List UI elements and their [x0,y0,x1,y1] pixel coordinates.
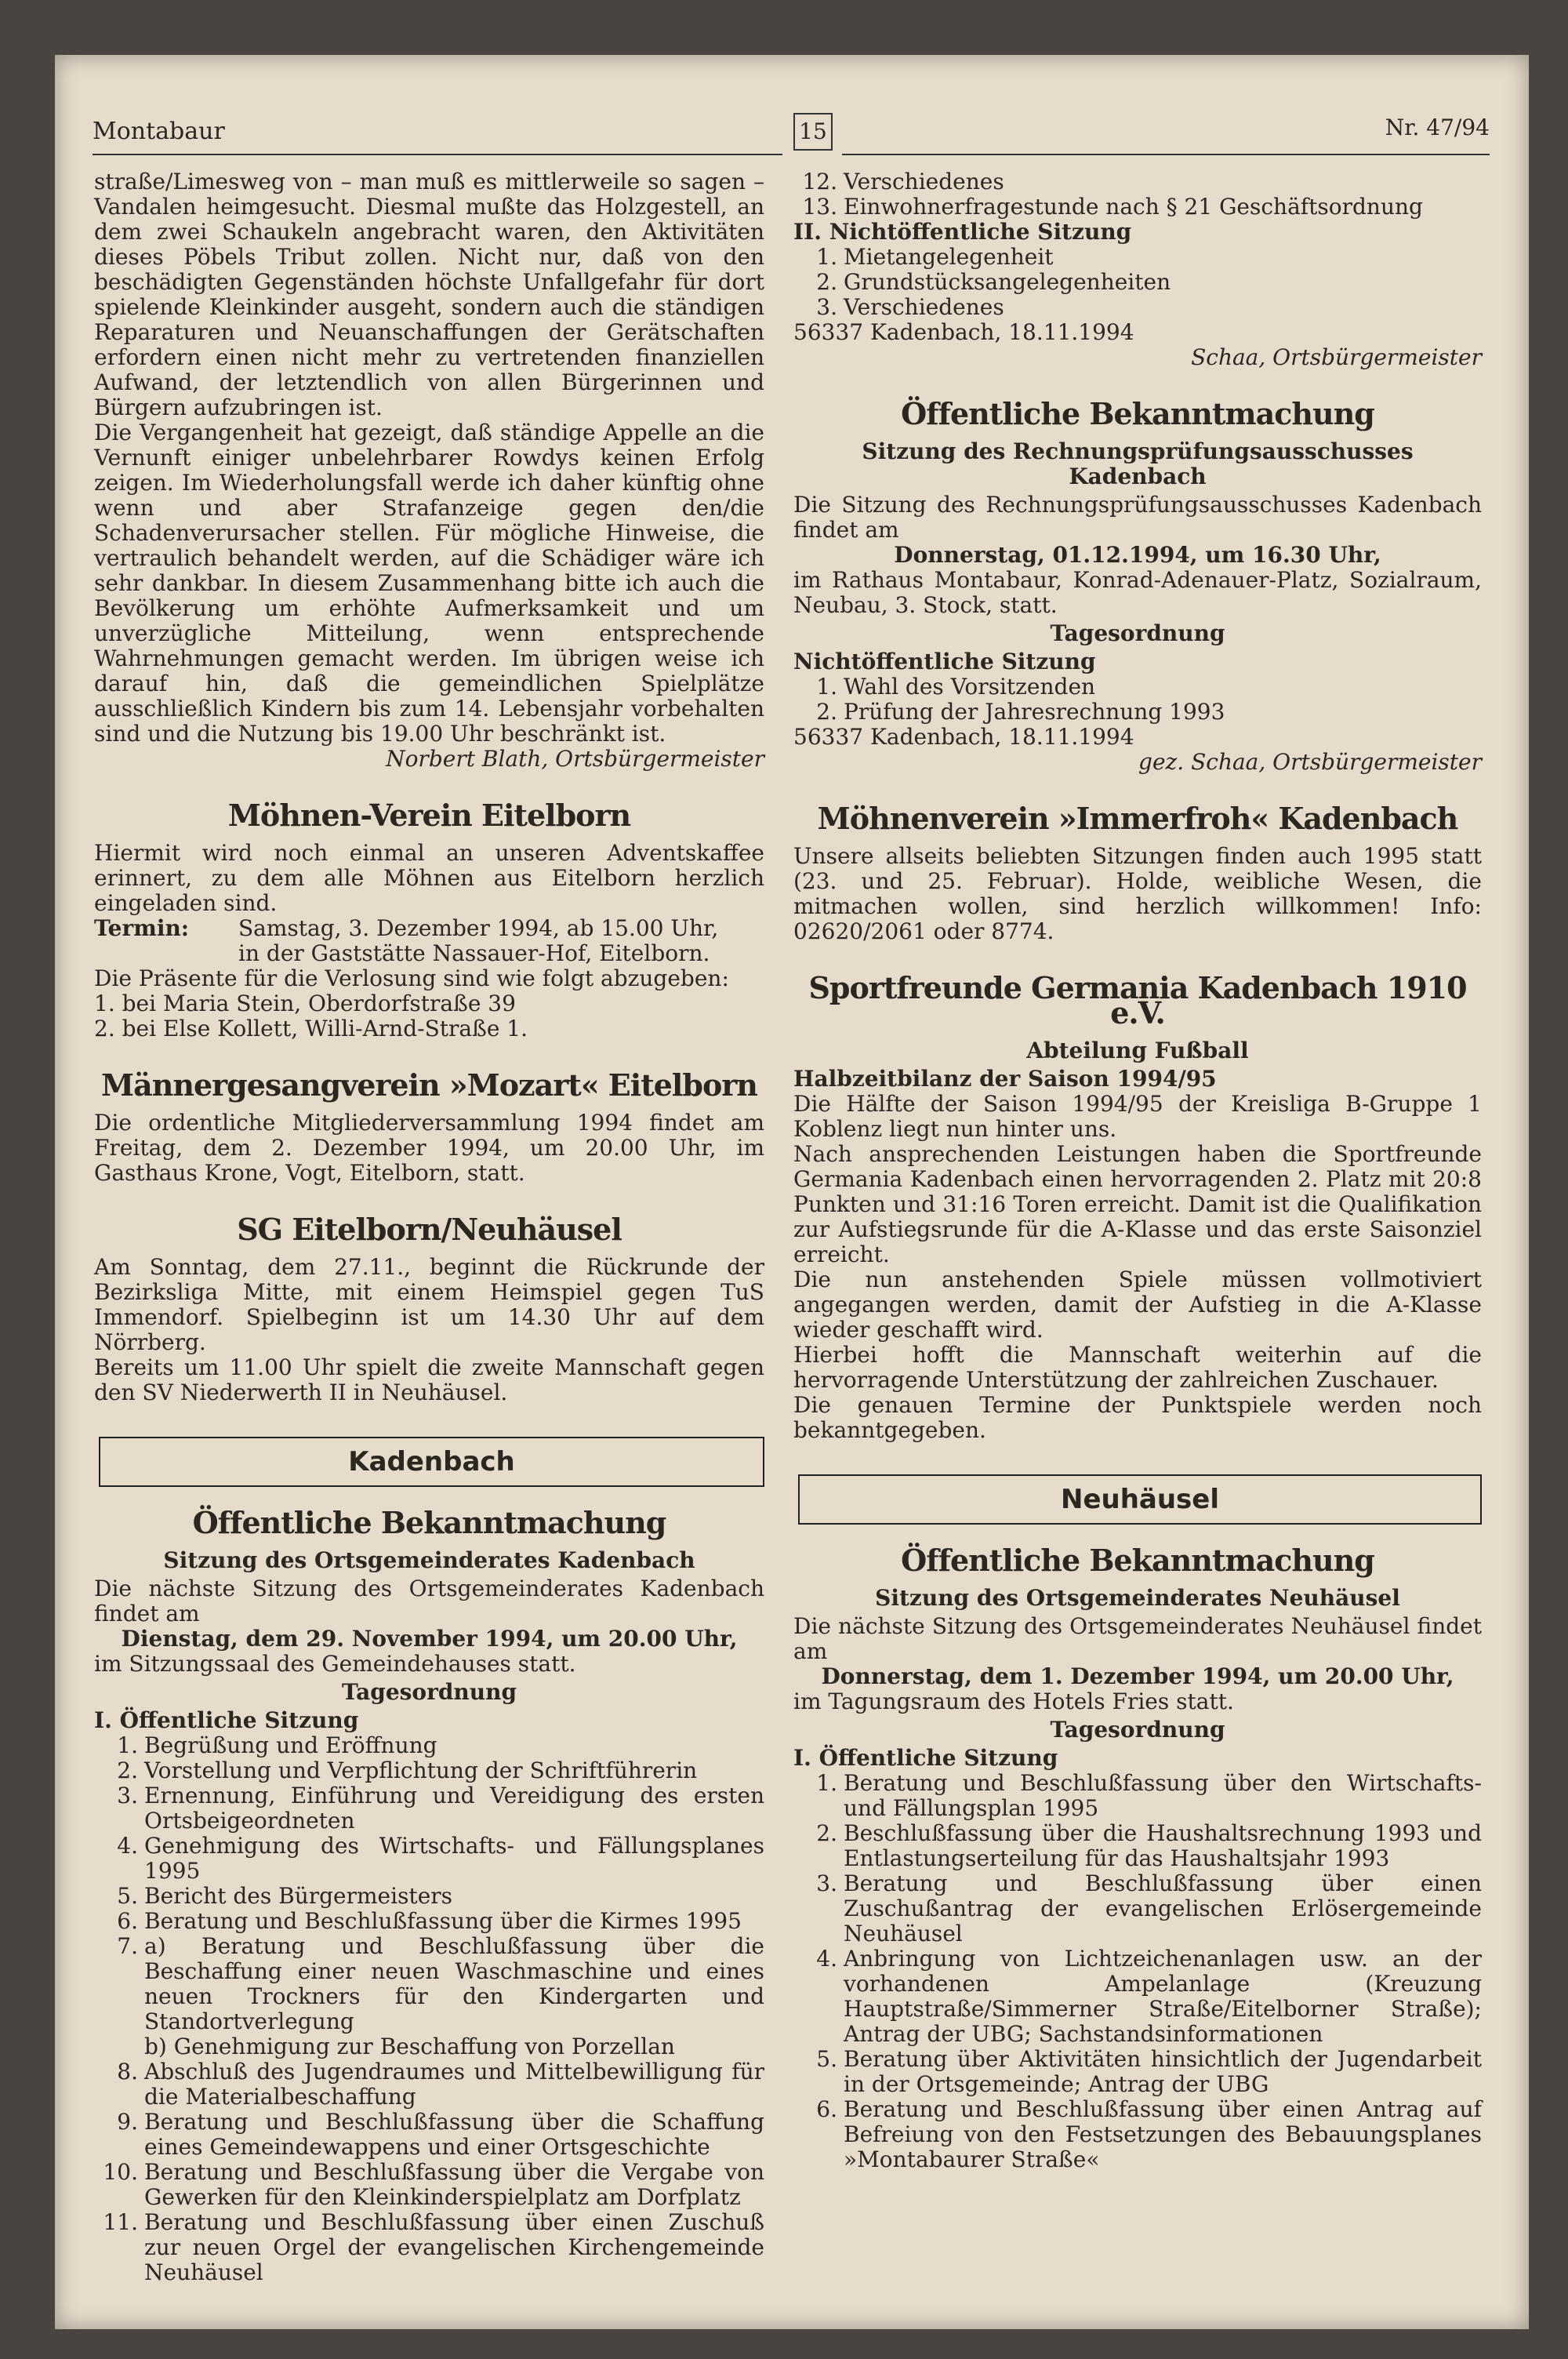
meeting-place: im Sitzungssaal des Gemeindehauses statt. [94,1651,576,1677]
agenda-title: Tagesordnung [1050,1717,1225,1743]
article-text: Hiermit wird noch einmal an unseren Adventskaffee erinnert, zu dem alle Möhnen aus Eitelborn herzlich eingeladen sind. [94,840,764,916]
header-rule [842,154,1490,155]
article-text: Die nächste Sitzung des Ortsgemeinderates Neuhäusel findet am [793,1613,1482,1664]
meeting-place: im Tagungsraum des Hotels Fries statt. [793,1688,1234,1714]
agenda-item: 3. Verschiedenes [816,294,1004,320]
header-town: Montabaur [93,118,225,145]
termin [94,916,764,966]
article-title: Sportfreunde Germania Kadenbach 1910 e.V. [808,970,1467,1030]
article-title: Öffentliche Bekanntmachung [192,1505,666,1540]
article-text: Am Sonntag, dem 27.11., beginnt die Rückrunde der Bezirksliga Mitte, mit einem Heimspiel gegen TuS Immendorf. Spielbeginn ist um 14.30 Uhr auf dem Nörrberg. [94,1254,764,1355]
article-title: Möhnen-Verein Eitelborn [227,798,631,833]
agenda-item: 8. Abschluß des Jugendraumes und Mittelbewilligung für die Materialbeschaffung [117,2059,764,2110]
place-date: 56337 Kadenbach, 18.11.1994 [793,724,1134,750]
agenda-item: 12. Verschiedenes [802,169,1004,194]
section-box-neuhaeusel: Neuhäusel [798,1474,1482,1525]
article-text: Hierbei hofft die Mannschaft weiterhin auf die hervorragende Unterstützung der zahlreichen Zuschauer. [793,1342,1482,1393]
agenda-item: 2. Grundstücksangelegenheiten [816,269,1171,295]
page-number: 15 [793,113,833,151]
agenda-title: Tagesordnung [1050,620,1225,646]
agenda-item: 6. Beratung und Beschlußfassung über die Kirmes 1995 [117,1908,742,1934]
meeting-place: im Rathaus Montabaur, Konrad-Adenauer-Platz, Sozialraum, Neubau, 3. Stock, statt. [793,567,1482,618]
agenda-item: 3. Beratung und Beschlußfassung über einen Zuschußantrag der evangelischen Erlösergemeinde Neuhäusel [816,1870,1482,1946]
article-text: Bereits um 11.00 Uhr spielt die zweite Mannschaft gegen den SV Niederwerth II in Neuhäusel. [94,1354,764,1405]
section-box-kadenbach: Kadenbach [99,1437,764,1487]
agenda-item: 9. Beratung und Beschlußfassung über die Schaffung eines Gemeindewappens und einer Ortsgeschichte [117,2109,764,2160]
article-title: Öffentliche Bekanntmachung [901,396,1374,431]
agenda-section: Nichtöffentliche Sitzung [793,649,1096,674]
article-text: Die Sitzung des Rechnungsprüfungsausschusses Kadenbach findet am [793,492,1482,543]
intro-paragraph: Die Vergangenheit hat gezeigt, daß ständige Appelle an die Vernunft einiger unbelehrbarer Rowdys keinen Erfolg zeigen. Im Wiederholungsfall werde ich daher künftig ohne wenn und aber Strafanzeige gegen den/die Schadenverursacher stellen. Für mögliche Hinweise, die vertraulich behandelt werden, auf die Schädiger wäre ich sehr dankbar. In diesem Zusammenhang bitte ich auch die Bevölkerung um erhöhte Aufmerksamkeit und um unverzügliche Mitteilung, wenn entsprechende Wahrnehmungen gemacht werden. Im übrigen weise ich darauf hin, daß die gemeindlichen Spielplätze ausschließlich Kindern bis zum 14. Lebensjahr vorbehalten sind und die Nutzung bis 19.00 Uhr beschränkt ist. [94,420,764,747]
agenda-section: II. Nichtöffentliche Sitzung [793,219,1132,245]
meeting-date: Donnerstag, dem 1. Dezember 1994, um 20.00 Uhr, [821,1663,1454,1689]
agenda-item: 3. Ernennung, Einführung und Vereidigung des ersten Ortsbeigeordneten [117,1783,764,1834]
agenda-item: 5. Beratung über Aktivitäten hinsichtlich der Jugendarbeit in der Ortsgemeinde; Antrag der UBG [816,2046,1482,2097]
signature: gez. Schaa, Ortsbürgermeister [1138,749,1482,775]
article-text: Nach ansprechenden Leistungen haben die Sportfreunde Germania Kadenbach einen hervorragenden 2. Platz mit 20:8 Punkten und 31:16 Toren erreicht. Damit ist die Qualifikation zur Aufstiegsrunde für die A-Klasse und das erste Saisonziel erreicht. [793,1141,1482,1267]
issue-number: Nr. 47/94 [1385,114,1490,140]
newspaper-page [55,55,1529,2329]
agenda-item: b) Genehmigung zur Beschaffung von Porzellan [144,2034,675,2059]
agenda-item: 13. Einwohnerfragestunde nach § 21 Geschäftsordnung [802,194,1423,220]
meeting-date: Dienstag, dem 29. November 1994, um 20.00 Uhr, [121,1626,738,1652]
article-title: Möhnenverein »Immerfroh« Kadenbach [817,801,1458,836]
article-text: Die ordentliche Mitgliederversammlung 1994 findet am Freitag, dem 2. Dezember 1994, um 20.00 Uhr, im Gasthaus Krone, Vogt, Eitelborn, statt. [94,1110,764,1186]
article-text: Die Präsente für die Verlosung sind wie folgt abzugeben: [94,965,729,991]
article-heading: Halbzeitbilanz der Saison 1994/95 [793,1066,1217,1092]
article-text: Die nun anstehenden Spiele müssen vollmotiviert angegangen werden, damit der Aufstieg in die A-Klasse wieder geschafft wird. [793,1267,1482,1343]
agenda-item: 1. Beratung und Beschlußfassung über den Wirtschafts- und Fällungsplan 1995 [816,1770,1482,1821]
agenda-item: 2. Prüfung der Jahresrechnung 1993 [816,699,1225,725]
agenda-item: 5. Bericht des Bürgermeisters [117,1883,453,1909]
article-title: SG Eitelborn/Neuhäusel [237,1212,622,1247]
left-column [94,169,764,2285]
termin-line: in der Gaststätte Nassauer-Hof, Eitelborn. [238,940,710,966]
agenda-title: Tagesordnung [341,1679,517,1705]
agenda-section: I. Öffentliche Sitzung [793,1745,1058,1771]
article-title: Männergesangverein »Mozart« Eitelborn [101,1067,757,1103]
agenda-item: 7. a) Beratung und Beschlußfassung über die Beschaffung einer neuen Waschmaschine und eines neuen Trockners für den Kindergarten und Standortverlegung [117,1933,764,2034]
signature: Schaa, Ortsbürgermeister [1191,344,1482,370]
article-title: Öffentliche Bekanntmachung [901,1543,1374,1578]
article-text: Die nächste Sitzung des Ortsgemeinderates Kadenbach findet am [94,1576,764,1627]
agenda-list [793,245,1482,320]
agenda-section: I. Öffentliche Sitzung [94,1707,359,1733]
article-text: Die genauen Termine der Punktspiele werden noch bekanntgegeben. [793,1392,1482,1443]
agenda-item: 4. Genehmigung des Wirtschafts- und Fällungsplanes 1995 [117,1833,764,1884]
agenda-item: 11. Beratung und Beschlußfassung über einen Zuschuß zur neuen Orgel der evangelischen Kirchengemeinde Neuhäusel [103,2209,764,2285]
agenda-list [793,169,1482,220]
list-item: 1. bei Maria Stein, Oberdorfstraße 39 [94,990,516,1016]
article-subtitle: Abteilung Fußball [1026,1038,1249,1063]
intro-paragraph: straße/Limesweg von – man muß es mittlerweile so sagen – Vandalen heimgesucht. Diesmal mußte das Holzgestell, an dem zwei Schaukeln angebracht waren, den Aktivitäten dieses Pöbels Tribut zollen. Nicht nur, daß von den beschädigten Gegenständen höchste Unfallgefahr für dort spielende Kleinkinder ausgeht, sondern auch die ständigen Reparaturen und Neuanschaffungen der Gerätschaften erfordern einen nicht mehr zu vertretenden finanziellen Aufwand, der letztendlich von allen Bürgerinnen und Bürgern aufzubringen ist. [94,169,764,420]
agenda-item: 2. Vorstellung und Verpflichtung der Schriftführerin [117,1757,698,1783]
agenda-item: 1. Wahl des Vorsitzenden [816,674,1096,700]
agenda-item: 1. Mietangelegenheit [816,244,1054,270]
article-text: Unsere allseits beliebten Sitzungen finden auch 1995 statt (23. und 25. Februar). Holde, weibliche Wesen, die mitmachen wollen, sind herzlich willkommen! Info: 02620/2061 oder 8774. [793,843,1482,944]
agenda-item: 2. Beschlußfassung über die Haushaltsrechnung 1993 und Entlastungserteilung für das Haushaltsjahr 1993 [816,1820,1482,1871]
agenda-item: 6. Beratung und Beschlußfassung über einen Antrag auf Befreiung von den Festsetzungen des Bebauungsplanes »Montabaurer Straße« [816,2096,1482,2172]
agenda-list [793,674,1482,725]
article-subtitle: Sitzung des Ortsgemeinderates Neuhäusel [875,1585,1400,1611]
agenda-item: 1. Begrüßung und Eröffnung [117,1732,437,1758]
list-item: 2. bei Else Kollett, Willi-Arnd-Straße 1. [94,1016,528,1041]
termin-label: Termin: [94,915,190,941]
place-date: 56337 Kadenbach, 18.11.1994 [793,319,1134,345]
agenda-item: 10. Beratung und Beschlußfassung über die Vergabe von Gewerken für den Kleinkinderspielplatz am Dorfplatz [103,2159,764,2210]
termin-line: Samstag, 3. Dezember 1994, ab 15.00 Uhr, [238,915,719,941]
article-subtitle: Sitzung des Rechnungsprüfungsausschusses Kadenbach [862,438,1414,489]
article-text: Die Hälfte der Saison 1994/95 der Kreisliga B-Gruppe 1 Koblenz liegt nun hinter uns. [793,1091,1482,1142]
agenda-list [94,1733,764,2285]
article-subtitle: Sitzung des Ortsgemeinderates Kadenbach [163,1547,695,1573]
meeting-date: Donnerstag, 01.12.1994, um 16.30 Uhr, [894,542,1381,568]
header-rule [93,154,782,155]
signature: Norbert Blath, Ortsbürgermeister [386,746,764,772]
agenda-list [793,1771,1482,2172]
agenda-item: 4. Anbringung von Lichtzeichenanlagen usw. an der vorhandenen Ampelanlage (Kreuzung Hauptstraße/Simmerner Straße/Eitelborner Straße); Antrag der UBG; Sachstandsinformationen [816,1946,1482,2047]
right-column [793,169,1482,2172]
